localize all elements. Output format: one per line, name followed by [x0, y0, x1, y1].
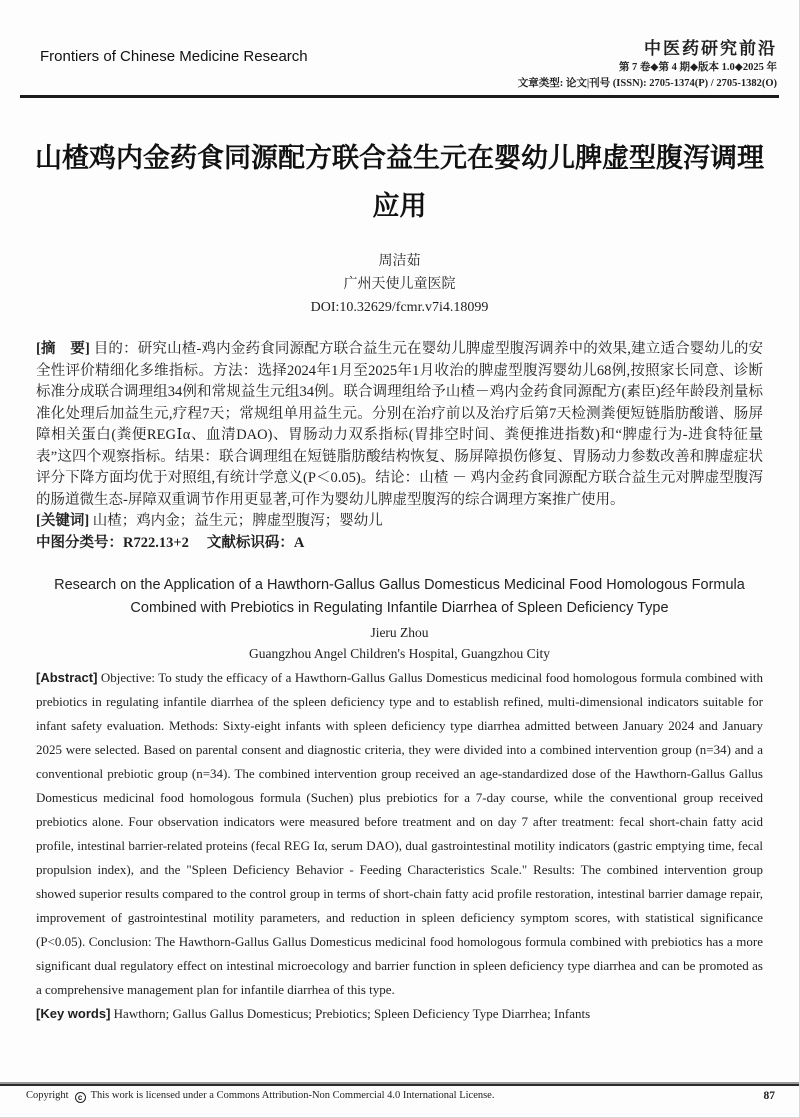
author-name-en: Jieru Zhou: [370, 625, 429, 640]
footer-row: [0, 1086, 799, 1117]
article-title-zh-line2: 应用: [372, 191, 427, 221]
abstract-zh-text: 目的：研究山楂-鸡内金药食同源配方联合益生元在婴幼儿脾虚型腹泻调养中的效果,建立适合婴幼儿的安全性评价精细化多维指标。方法：选择2024年1月至2025年1月收治的脾虚型腹泻婴幼儿68例,按照家长同意、诊断标准分成联合调理组34例和常规益生元组34例。联合调理组给予山楂－鸡内金药食同源配方(素臣)经年龄段剂量标准化处理后加益生元,疗程7天；常规组单用益生元。分别在治疗前以及治疗后第7天检测粪便短链脂肪酸谱、肠屏障相关蛋白(粪便REGⅠα、血清DAO)、胃肠动力双系指标(胃排空时间、粪便推进指数)和“脾虚行为-进食特征量表”这四个观察指标。结果：联合调理组在短链脂肪酸结构恢复、肠屏障损伤修复、胃肠动力参数改善和脾虚症状评分下降方面均优于对照组,有统计学意义(P＜0.05)。结论：山楂 － 鸡内金药食同源配方联合益生元对脾虚型腹泻的肠道微生态-屏障双重调节作用更显著,可作为婴幼儿脾虚型腹泻的综合调理方案推广使用。: [36, 341, 763, 508]
author-block-zh: [0, 250, 799, 319]
page-footer: [0, 1082, 799, 1117]
author-name-zh: 周洁茹: [378, 254, 421, 269]
affiliation-zh: 广州天使儿童医院: [343, 277, 456, 292]
journal-issue-line: 第 7 卷◆第 4 期◆版本 1.0◆2025 年: [618, 62, 777, 73]
license-line: [26, 1090, 494, 1103]
article-title-en: Research on the Application of a Hawthorn-Gallus Gallus Domesticus Medicinal Food Homologous Formula Combined with Prebiotics in Regulating Infantile Diarrhea of Spleen Deficiency Type: [54, 577, 745, 616]
article-title-zh: [30, 134, 769, 230]
doi-line: DOI:10.32629/fcmr.v7i4.18099: [310, 300, 489, 315]
keywords-zh-label: [关键词]: [36, 513, 90, 529]
keywords-en-label: [Key words]: [36, 1006, 111, 1021]
article-title-zh-line1: 山楂鸡内金药食同源配方联合益生元在婴幼儿脾虚型腹泻调理: [35, 143, 764, 173]
clc-line: [36, 533, 763, 555]
keywords-zh: [36, 511, 763, 533]
keywords-en-text: Hawthorn; Gallus Gallus Domesticus; Prebiotics; Spleen Deficiency Type Diarrhea; Infants: [113, 1006, 591, 1021]
abstract-en-label: [Abstract]: [36, 670, 98, 685]
journal-info-block: [518, 40, 777, 89]
journal-name-zh: 中医药研究前沿: [644, 39, 777, 58]
document-code: 文献标识码：A: [206, 534, 305, 551]
page-header: [0, 0, 799, 89]
clc-number: 中图分类号：R722.13+2: [36, 534, 189, 551]
license-text: This work is licensed under a Commons Attribution-Non Commercial 4.0 International License.: [90, 1090, 495, 1101]
abstract-en: [36, 666, 763, 1002]
page-number: 87: [763, 1090, 775, 1102]
keywords-en: [36, 1002, 763, 1026]
journal-name-en: Frontiers of Chinese Medicine Research: [40, 48, 308, 65]
affiliation-en: Guangzhou Angel Children's Hospital, Guangzhou City: [249, 646, 550, 661]
keywords-zh-text: 山楂；鸡内金；益生元；脾虚型腹泻；婴幼儿: [92, 513, 383, 529]
abstract-zh-label: [摘 要]: [36, 341, 90, 357]
journal-type-issn-line: 文章类型: 论文|刊号 (ISSN): 2705-1374(P) / 2705-1382(O): [517, 77, 777, 89]
copyright-label: Copyright: [26, 1090, 69, 1101]
copyright-icon: c: [75, 1092, 86, 1103]
header-divider: [20, 95, 779, 98]
abstract-en-text: Objective: To study the efficacy of a Hawthorn-Gallus Gallus Domesticus medicinal food homologous formula combined with prebiotics in regulating infantile diarrhea of the spleen deficiency type and to establish refined, multi-dimensional indicators suitable for infant safety evaluation. Methods: Sixty-eight infants with spleen deficiency type diarrhea admitted between January 2024 and January 2025 were selected. Based on parental consent and diagnostic criteria, they were divided into a combined intervention group (n=34) and a conventional prebiotic group (n=34). The combined intervention group received an age-standardized dose of the Hawthorn-Gallus Gallus Domesticus medicinal food homologous formula (Suchen) plus prebiotics for a 7-day course, while the conventional group received prebiotics alone. Four observation indicators were measured before treatment and on day 7 after treatment: fecal short-chain fatty acid profile, intestinal barrier-related proteins (fecal REG Iα, serum DAO), dual gastrointestinal motility indicators (gastric emptying time, fecal propulsion index), and the "Spleen Deficiency Behavior - Feeding Characteristics Scale." Results: The combined intervention group showed superior results compared to the control group in terms of short-chain fatty acid profile restoration, intestinal barrier damage repair, improvement of gastrointestinal motility parameters, and reduction in spleen deficiency symptom scores, with statistical significance (P<0.05). Conclusion: The Hawthorn-Gallus Gallus Domesticus medicinal food homologous formula combined with prebiotics has a more significant dual regulatory effect on intestinal microecology and barrier function in spleen deficiency type diarrhea and can be promoted as a comprehensive management plan for infantile diarrhea of this type.: [36, 670, 764, 997]
abstract-zh: [36, 339, 763, 511]
